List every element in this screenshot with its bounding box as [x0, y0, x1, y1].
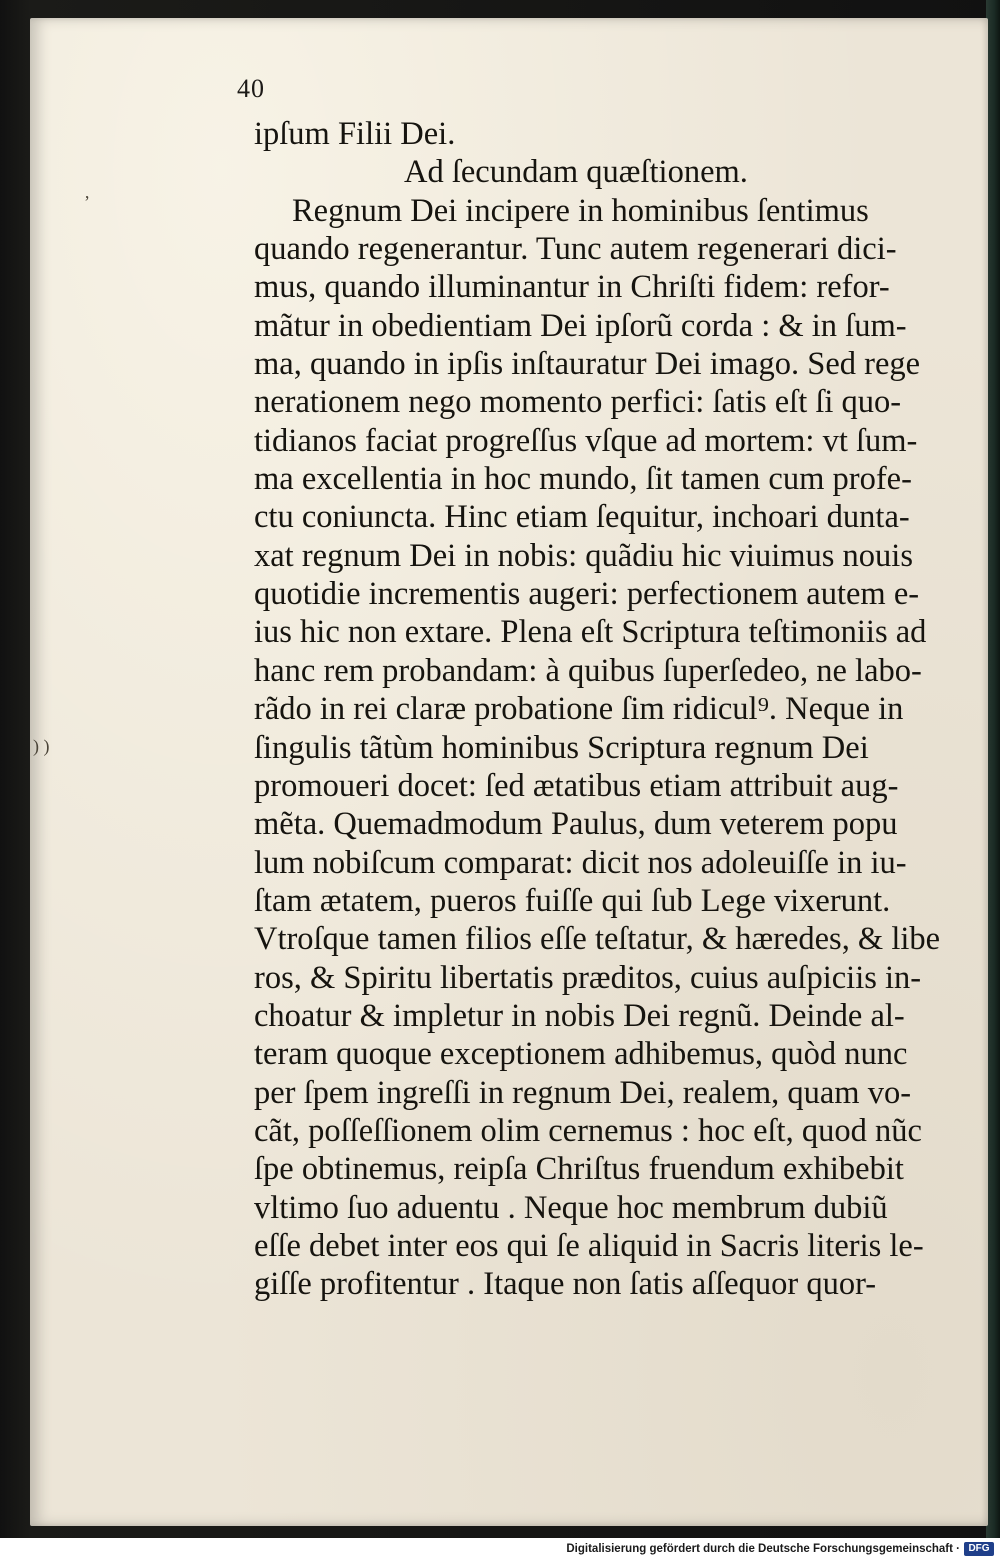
page-number: 40 — [237, 74, 265, 103]
text-line: hanc rem probandam: à quibus ſuperſedeo, ne labo- — [254, 652, 922, 689]
text-line: rãdo in rei claræ probatione ſim ridicul⁹. Neque in — [254, 691, 904, 728]
margin-mark: ) ) — [33, 736, 50, 756]
text-line: mẽta. Quemadmodum Paulus, dum veterem popu — [254, 806, 898, 843]
text-line: ſtam ætatem, pueros fuiſſe qui ſub Lege vixerunt. — [254, 882, 891, 919]
text-line: teram quoque exceptionem adhibemus, quòd nunc — [254, 1036, 908, 1073]
text-line: eſſe debet inter eos qui ſe aliquid in Sacris literis le- — [254, 1227, 924, 1264]
text-line: mus, quando illuminantur in Chriſti fidem: refor- — [254, 269, 890, 306]
text-line: ſingulis tãtùm hominibus Scriptura regnum Dei — [254, 729, 869, 766]
dfg-logo: DFG — [964, 1542, 994, 1556]
text-line: quotidie incrementis augeri: perfectionem autem e- — [254, 576, 920, 613]
text-line: cãt, poſſeſſionem olim cernemus : hoc eſt, quod nũc — [254, 1112, 922, 1149]
text-line: nerationem nego momento perfici: ſatis eſt ſi quo- — [254, 384, 902, 421]
text-line: ius hic non extare. Plena eſt Scriptura teſtimoniis ad — [254, 614, 927, 651]
text-line: lum nobiſcum comparat: dicit nos adoleuiſſe in iu- — [254, 844, 907, 881]
text-line: promoueri docet: ſed ætatibus etiam attribuit aug- — [254, 767, 899, 804]
text-line: mãtur in obedientiam Dei ipſorũ corda : & in ſum- — [254, 307, 907, 344]
text-line: ma excellentia in hoc mundo, ſit tamen cum profe- — [254, 461, 912, 498]
text-line: quando regenerantur. Tunc autem regenerari dici- — [254, 231, 897, 268]
text-line: vltimo ſuo aduentu . Neque hoc membrum dubiũ — [254, 1189, 888, 1226]
text-line: giſſe profitentur . Itaque non ſatis aſſequor quor- — [254, 1266, 877, 1303]
text-line: Vtroſque tamen filios eſſe teſtatur, & hæredes, & libe — [254, 921, 941, 958]
text-line: tidianos faciat progreſſus vſque ad mortem: vt ſum- — [254, 422, 918, 459]
text-line: choatur & impletur in nobis Dei regnũ. Deinde al- — [254, 997, 905, 1034]
margin-mark: ʼ — [84, 192, 90, 212]
text-line: per ſpem ingreſſi in regnum Dei, realem, quam vo- — [254, 1074, 912, 1111]
text-line: ipſum Filii Dei. — [254, 116, 456, 152]
text-line: ma, quando in ipſis inſtauratur Dei imago. Sed rege — [254, 346, 921, 383]
digitization-credit: Digitalisierung gefördert durch die Deutsche Forschungsgemeinschaft · — [566, 1543, 960, 1555]
text-line: Regnum Dei incipere in hominibus ſentimus — [292, 192, 869, 229]
section-heading: Ad ſecundam quæſtionem. — [404, 154, 748, 191]
text-line: xat regnum Dei in nobis: quãdiu hic viuimus nouis — [254, 537, 913, 574]
text-line: ros, & Spiritu libertatis præditos, cuius auſpiciis in- — [254, 959, 922, 996]
text-line: ſpe obtinemus, reipſa Chriſtus fruendum exhibebit — [254, 1151, 904, 1188]
book-binding-edge — [986, 0, 1000, 1538]
body-text — [254, 115, 940, 1304]
text-line: ctu coniuncta. Hinc etiam ſequitur, inchoari dunta- — [254, 499, 910, 536]
